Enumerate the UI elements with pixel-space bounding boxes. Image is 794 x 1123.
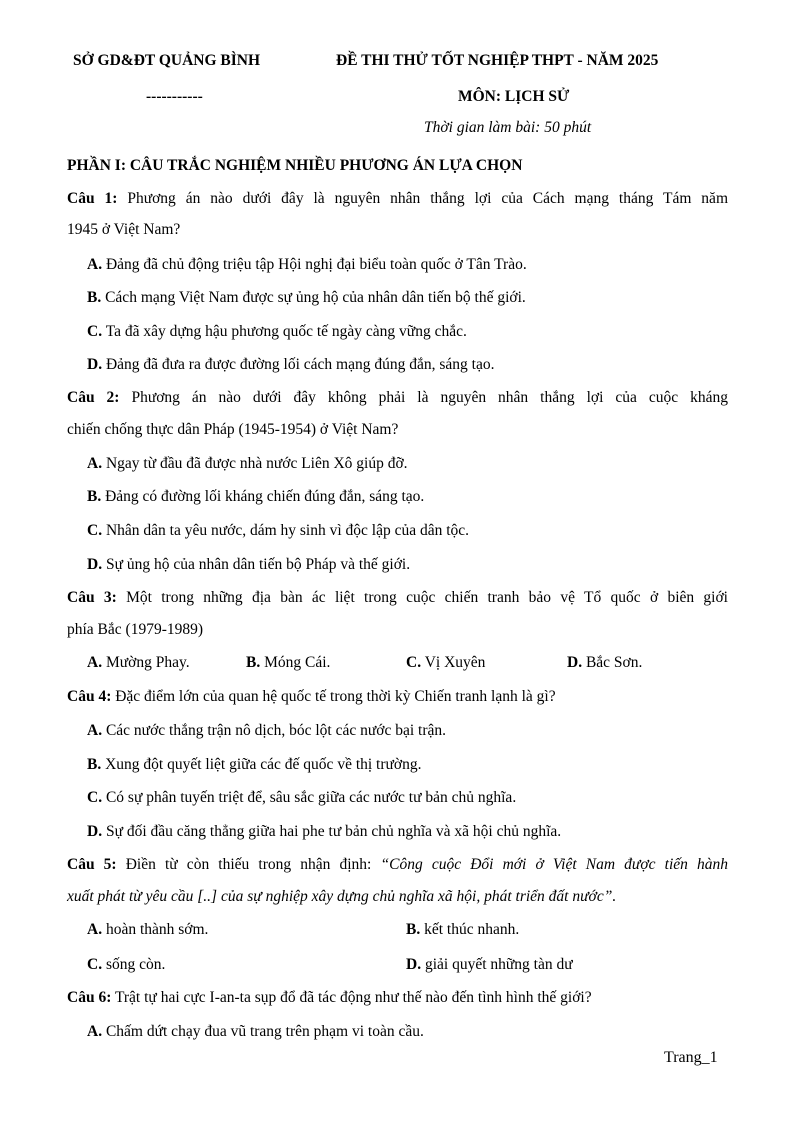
question-5-option-b: B. kết thúc nhanh. (406, 921, 520, 938)
subject-title: MÔN: LỊCH SỬ (458, 88, 570, 105)
question-6-line-1: Câu 6: Trật tự hai cực I-an-ta sụp đổ đã tác động như thế nào đến tình hình thế giới? (67, 989, 592, 1006)
question-1-line-1: Câu 1: Phương án nào dưới đây là nguyên nhân thắng lợi của Cách mạng tháng Tám năm (67, 190, 728, 207)
question-5-option-a: A. hoàn thành sớm. (87, 921, 209, 938)
question-4-option-c: C. Có sự phân tuyến triệt để, sâu sắc giữa các nước tư bản chủ nghĩa. (87, 789, 517, 806)
question-2-option-a: A. Ngay từ đầu đã được nhà nước Liên Xô giúp đỡ. (87, 455, 408, 472)
question-1-option-d: D. Đảng đã đưa ra được đường lối cách mạng đúng đắn, sáng tạo. (87, 356, 495, 373)
exam-duration: Thời gian làm bài: 50 phút (424, 119, 592, 136)
question-3-option-c: C. Vị Xuyên (406, 654, 486, 671)
question-3-line-2: phía Bắc (1979-1989) (67, 621, 204, 638)
question-2-option-b: B. Đảng có đường lối kháng chiến đúng đắn, sáng tạo. (87, 488, 425, 505)
question-5-line-2: xuất phát từ yêu cầu [..] của sự nghiệp xây dựng chủ nghĩa xã hội, phát triển đất nước”. (67, 888, 617, 905)
department-name: SỞ GD&ĐT QUẢNG BÌNH (73, 52, 261, 69)
question-5-option-c: C. sống còn. (87, 956, 166, 973)
question-4-line-1: Câu 4: Đặc điểm lớn của quan hệ quốc tế trong thời kỳ Chiến tranh lạnh là gì? (67, 688, 556, 705)
question-2-option-d: D. Sự ủng hộ của nhân dân tiến bộ Pháp và thế giới. (87, 556, 411, 573)
question-1-line-2: 1945 ở Việt Nam? (67, 221, 181, 238)
department-divider: ----------- (146, 88, 203, 105)
question-3-option-b: B. Móng Cái. (246, 654, 331, 671)
question-1-option-c: C. Ta đã xây dựng hậu phương quốc tế ngày càng vững chắc. (87, 323, 467, 340)
question-2-line-2: chiến chống thực dân Pháp (1945-1954) ở Việt Nam? (67, 421, 399, 438)
question-6-option-a: A. Chấm dứt chạy đua vũ trang trên phạm vi toàn cầu. (87, 1023, 424, 1040)
page-number: Trang_1 (664, 1049, 718, 1066)
question-2-line-1: Câu 2: Phương án nào dưới đây không phải là nguyên nhân thắng lợi của cuộc kháng (67, 389, 728, 406)
question-4-option-a: A. Các nước thắng trận nô dịch, bóc lột các nước bại trận. (87, 722, 447, 739)
question-1-option-b: B. Cách mạng Việt Nam được sự ủng hộ của nhân dân tiến bộ thế giới. (87, 289, 526, 306)
section-title: PHẦN I: CÂU TRẮC NGHIỆM NHIỀU PHƯƠNG ÁN LỰA CHỌN (67, 157, 523, 174)
question-5-option-d: D. giải quyết những tàn dư (406, 956, 573, 973)
question-2-option-c: C. Nhân dân ta yêu nước, dám hy sinh vì độc lập của dân tộc. (87, 522, 470, 539)
question-4-option-d: D. Sự đối đầu căng thẳng giữa hai phe tư bản chủ nghĩa và xã hội chủ nghĩa. (87, 823, 562, 840)
question-3-option-a: A. Mường Phay. (87, 654, 190, 671)
question-4-option-b: B. Xung đột quyết liệt giữa các đế quốc về thị trường. (87, 756, 422, 773)
question-5-line-1: Câu 5: Điền từ còn thiếu trong nhận định: “Công cuộc Đổi mới ở Việt Nam được tiến hành (67, 856, 729, 873)
question-3-line-1: Câu 3: Một trong những địa bàn ác liệt trong cuộc chiến tranh bảo vệ Tổ quốc ở biên giới (67, 589, 728, 606)
question-1-option-a: A. Đảng đã chủ động triệu tập Hội nghị đại biểu toàn quốc ở Tân Trào. (87, 256, 527, 273)
question-3-option-d: D. Bắc Sơn. (567, 654, 643, 671)
exam-title: ĐỀ THI THỬ TỐT NGHIỆP THPT - NĂM 2025 (336, 52, 659, 69)
